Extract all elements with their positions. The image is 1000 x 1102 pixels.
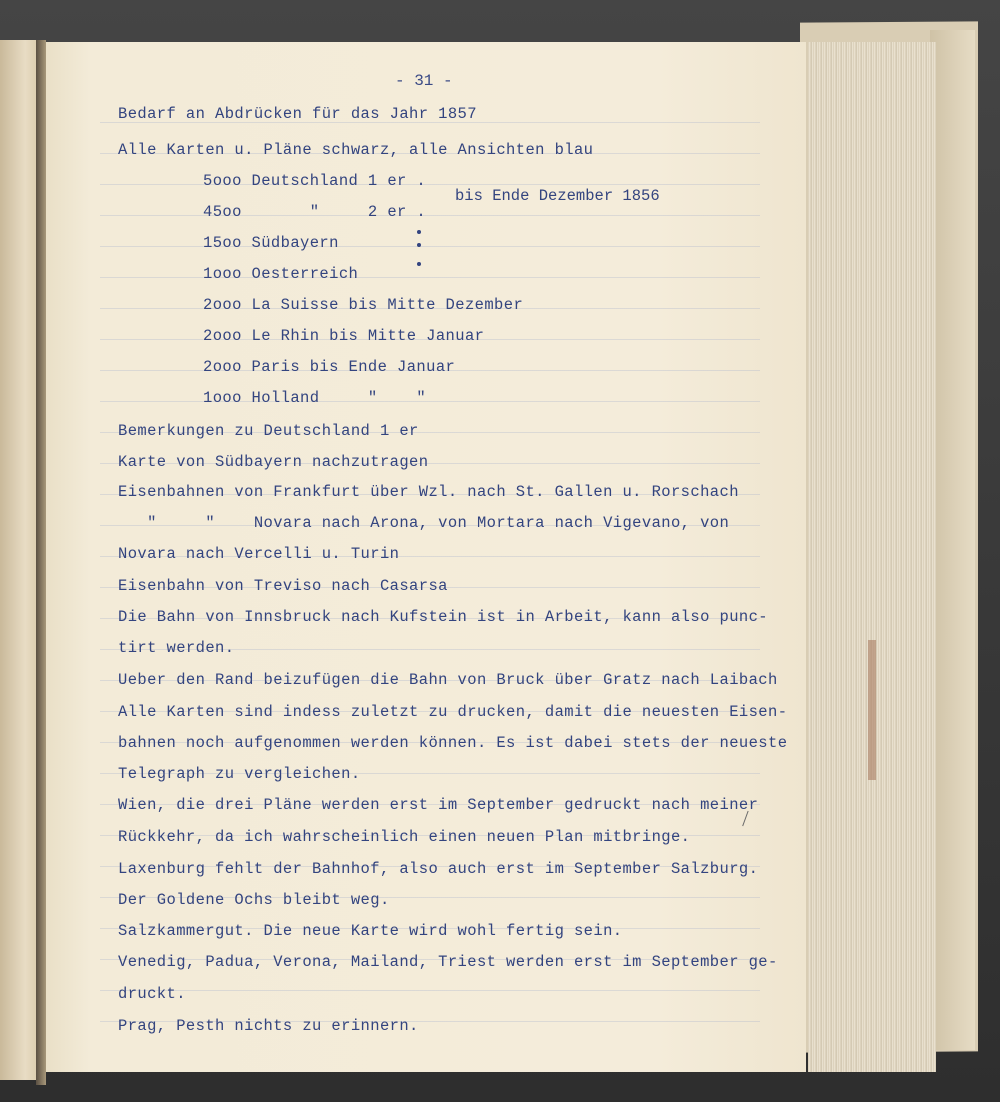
text-line: druckt. bbox=[118, 985, 186, 1003]
text-line: Die Bahn von Innsbruck nach Kufstein ist in Arbeit, kann also punc- bbox=[118, 608, 769, 626]
bracket-dot bbox=[417, 230, 421, 234]
book-gutter bbox=[36, 40, 46, 1085]
text-line: 2ooo La Suisse bis Mitte Dezember bbox=[203, 296, 524, 314]
page-stack-edges bbox=[808, 42, 936, 1072]
text-line: Karte von Südbayern nachzutragen bbox=[118, 453, 429, 471]
text-line: 15oo Südbayern bbox=[203, 234, 339, 252]
text-line: Laxenburg fehlt der Bahnhof, also auch erst im September Salzburg. bbox=[118, 860, 759, 878]
text-line: Eisenbahnen von Frankfurt über Wzl. nach St. Gallen u. Rorschach bbox=[118, 483, 739, 501]
text-line: 2ooo Le Rhin bis Mitte Januar bbox=[203, 327, 485, 345]
text-line: Salzkammergut. Die neue Karte wird wohl fertig sein. bbox=[118, 922, 623, 940]
text-line: Bemerkungen zu Deutschland 1 er bbox=[118, 422, 419, 440]
page-stack-stain bbox=[868, 640, 876, 780]
text-line: Alle Karten sind indess zuletzt zu drucken, damit die neuesten Eisen- bbox=[118, 703, 788, 721]
page-number: - 31 - bbox=[395, 72, 453, 90]
text-line: 1ooo Holland " " bbox=[203, 389, 427, 407]
text-line: Wien, die drei Pläne werden erst im September gedruckt nach meiner bbox=[118, 796, 759, 814]
bracket-note: bis Ende Dezember 1856 bbox=[455, 187, 660, 205]
text-line: 1ooo Oesterreich bbox=[203, 265, 359, 283]
text-line: Eisenbahn von Treviso nach Casarsa bbox=[118, 577, 448, 595]
text-line: Der Goldene Ochs bleibt weg. bbox=[118, 891, 390, 909]
text-line: Venedig, Padua, Verona, Mailand, Triest werden erst im September ge- bbox=[118, 953, 778, 971]
text-line: Novara nach Vercelli u. Turin bbox=[118, 545, 400, 563]
text-line: Rückkehr, da ich wahrscheinlich einen neuen Plan mitbringe. bbox=[118, 828, 691, 846]
text-line: " " Novara nach Arona, von Mortara nach Vigevano, von bbox=[118, 514, 730, 532]
cover-edge bbox=[930, 30, 975, 1050]
text-line: Alle Karten u. Pläne schwarz, alle Ansichten blau bbox=[118, 141, 594, 159]
text-line: Ueber den Rand beizufügen die Bahn von Bruck über Gratz nach Laibach bbox=[118, 671, 778, 689]
text-line: Telegraph zu vergleichen. bbox=[118, 765, 361, 783]
text-line: 2ooo Paris bis Ende Januar bbox=[203, 358, 456, 376]
text-line: tirt werden. bbox=[118, 639, 235, 657]
text-line: bahnen noch aufgenommen werden können. Es ist dabei stets der neueste bbox=[118, 734, 788, 752]
text-line: 5ooo Deutschland 1 er . bbox=[203, 172, 427, 190]
bracket-dot bbox=[417, 262, 421, 266]
text-line: Prag, Pesth nichts zu erinnern. bbox=[118, 1017, 419, 1035]
bracket-dot bbox=[417, 243, 421, 247]
text-line: Bedarf an Abdrücken für das Jahr 1857 bbox=[118, 105, 477, 123]
text-line: 45oo " 2 er . bbox=[203, 203, 427, 221]
